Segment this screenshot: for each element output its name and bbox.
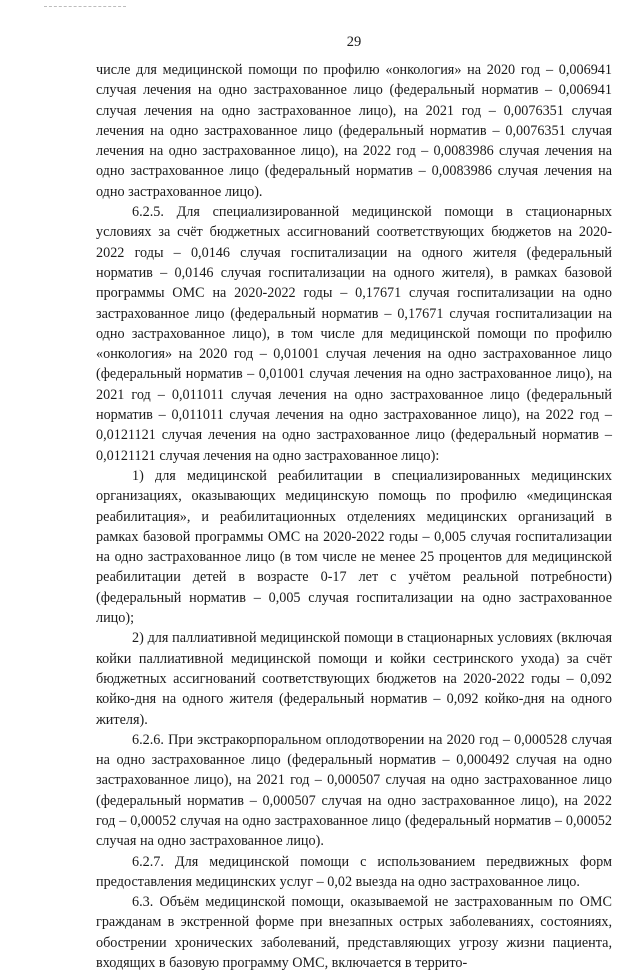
paragraph-palliative: 2) для паллиативной медицинской помощи в стационарных условиях (включая койки паллиативной медицинской помощи и койки сестринского ухода) за счёт бюджетных ассигнований соответствующих бюджетов на 2020-2022 годы – 0,092 койко-дня на одного жителя (федеральный норматив – 0,092 койко-дня на одного жителя). xyxy=(96,630,612,728)
document-page xyxy=(96,0,612,972)
document-body xyxy=(96,60,612,973)
paragraph-6-3: 6.3. Объём медицинской помощи, оказываемой не застрахованным по ОМС гражданам в экстренной форме при внезапных острых заболеваниях, состояниях, обострении хронических заболеваний, представляющих угрозу жизни пациента, входящих в базовую программу ОМС, включается в террито- xyxy=(96,894,612,972)
paragraph-rehabilitation: 1) для медицинской реабилитации в специализированных медицинских организациях, оказывающих медицинскую помощь по профилю «медицинская реабилитация», и реабилитационных отделениях медицинских организаций в рамках базовой программы ОМС на 2020-2022 годы – 0,005 случая госпитализации на одно застрахованное лицо (в том числе не менее 25 процентов для медицинской реабилитации детей в возрасте 0-17 лет с учётом реальной потребности) (федеральный норматив – 0,005 случая госпитализации на одно застрахованное лицо); xyxy=(96,467,612,627)
paragraph-6-2-5: 6.2.5. Для специализированной медицинской помощи в стационарных условиях за счёт бюджетных ассигнований соответствующих бюджетов на 2020-2022 годы – 0,0146 случая госпитализации на одного жителя (федеральный норматив – 0,0146 случая госпитализации на одного жителя), в рамках базовой программы ОМС на 2020-2022 годы – 0,17671 случая госпитализации на одно застрахованное лицо (федеральный норматив – 0,17671 случая госпитализации на одно застрахованное лицо), в том числе для медицинской помощи по профилю «онкология» на 2020 год – 0,01001 случая лечения на одно застрахованное лицо (федеральный норматив – 0,01001 случая лечения на одно застрахованное лицо), на 2021 год – 0,011011 случая лечения на одно застрахованное лицо (федеральный норматив – 0,011011 случая лечения на одно застрахованное лицо), на 2022 год – 0,0121121 случая лечения на одно застрахованное лицо (федеральный норматив – 0,0121121 случая лечения на одно застрахованное лицо): xyxy=(96,204,612,464)
paragraph-oncology-continuation: числе для медицинской помощи по профилю «онкология» на 2020 год – 0,006941 случая лечения на одно застрахованное лицо (федеральный норматив – 0,006941 случая лечения на одно застрахованное лицо), на 2021 год – 0,0076351 случая лечения на одно застрахованное лицо (федеральный норматив – 0,0076351 случая лечения на одно застрахованное лицо), на 2022 год – 0,0083986 случая лечения на одно застрахованное лицо (федеральный норматив – 0,0083986 случая лечения на одно застрахованное лицо). xyxy=(96,62,612,200)
page-number: 29 xyxy=(346,34,362,50)
paragraph-6-2-6: 6.2.6. При экстракорпоральном оплодотворении на 2020 год – 0,000528 случая на одно застрахованное лицо (федеральный норматив – 0,000492 случая на одно застрахованное лицо), на 2021 год – 0,000507 случая на одно застрахованное лицо (федеральный норматив – 0,000507 случая на одно застрахованное лицо), на 2022 год – 0,00052 случая на одно застрахованное лицо (федеральный норматив – 0,00052 случая на одно застрахованное лицо). xyxy=(96,731,612,850)
paragraph-6-2-7: 6.2.7. Для медицинской помощи с использованием передвижных форм предоставления медицинских услуг – 0,02 выезда на одно застрахованное лицо. xyxy=(96,853,612,890)
